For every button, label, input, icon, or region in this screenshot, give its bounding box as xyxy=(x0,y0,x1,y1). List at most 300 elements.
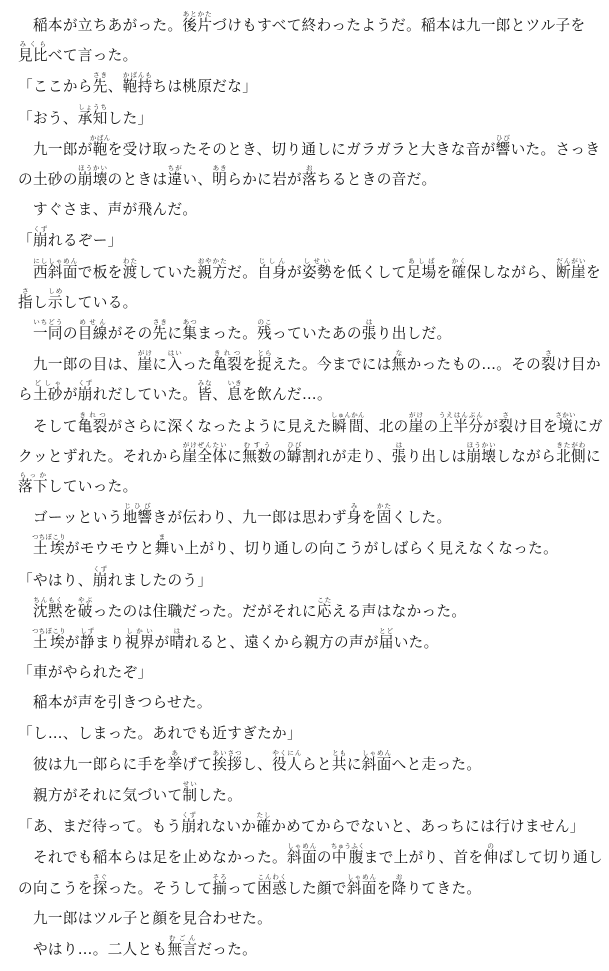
text-run: に xyxy=(585,447,601,465)
text-run: の xyxy=(272,447,288,465)
ruby-reading: さき xyxy=(152,318,168,327)
text-run xyxy=(18,264,33,281)
ruby-reading: つちぼこり xyxy=(31,533,66,542)
ruby-base: 視界 xyxy=(124,634,155,652)
ruby-base: 残 xyxy=(257,325,273,343)
text-run: えた。今までには xyxy=(272,356,392,374)
text-run: ゴーッという xyxy=(18,509,123,527)
ruby-word xyxy=(32,595,63,620)
text-run xyxy=(18,540,33,557)
ruby-base: 崩 xyxy=(92,571,108,589)
paragraph xyxy=(18,780,603,811)
ruby-word xyxy=(257,256,288,281)
ruby-word xyxy=(154,533,170,558)
ruby-reading: くず xyxy=(92,564,108,573)
text-run: が xyxy=(64,634,80,652)
ruby-base: 中腹 xyxy=(330,849,365,867)
text-run: って xyxy=(227,879,258,897)
ruby-word xyxy=(287,842,317,867)
ruby-word xyxy=(212,748,243,773)
ruby-reading: つちぼこり xyxy=(31,627,66,636)
paragraph xyxy=(18,349,603,410)
ruby-word xyxy=(346,872,377,897)
ruby-base: 境 xyxy=(555,417,576,435)
ruby-reading: とら xyxy=(257,349,273,358)
ruby-base: 役人 xyxy=(272,755,302,773)
ruby-base: 入 xyxy=(167,356,183,374)
ruby-base: 張 xyxy=(391,447,407,465)
ruby-reading: さ xyxy=(18,286,33,295)
text-run: がその xyxy=(107,325,153,343)
text-run: った xyxy=(182,356,213,374)
ruby-base: 斜面 xyxy=(346,879,377,897)
ruby-word xyxy=(212,349,243,374)
ruby-reading: ひび xyxy=(287,440,302,449)
ruby-word xyxy=(391,872,407,897)
ruby-base: 崩壊 xyxy=(466,447,497,465)
ruby-reading: お xyxy=(391,872,407,881)
ruby-base: 響 xyxy=(495,140,511,158)
ruby-reading: な xyxy=(391,349,407,358)
ruby-base: 崖 xyxy=(182,447,198,465)
text-run: に xyxy=(152,356,168,374)
text-run: を xyxy=(361,509,377,527)
ruby-word xyxy=(361,318,377,343)
paragraph xyxy=(18,225,603,256)
ruby-word xyxy=(32,256,78,281)
ruby-reading: さ xyxy=(541,349,557,358)
ruby-base: 舞 xyxy=(154,540,170,558)
ruby-word xyxy=(541,349,557,374)
text-run: に xyxy=(167,325,183,343)
text-run: かめてからでないと、あっちには行けません」 xyxy=(271,818,585,836)
ruby-base: 共 xyxy=(331,755,347,773)
ruby-reading: さ xyxy=(498,410,514,419)
ruby-reading: とも xyxy=(331,748,347,757)
ruby-reading: ほうかい xyxy=(77,164,108,173)
ruby-reading: くず xyxy=(32,225,48,234)
ruby-reading: しゃめん xyxy=(361,748,392,757)
ruby-reading: は xyxy=(391,440,407,449)
text-run: った。そうして xyxy=(107,879,213,897)
paragraph xyxy=(18,71,603,102)
ruby-word xyxy=(556,256,586,281)
paragraph xyxy=(18,533,603,564)
text-run: り出しは xyxy=(406,447,467,465)
ruby-word xyxy=(169,627,185,652)
ruby-word xyxy=(122,256,138,281)
ruby-word xyxy=(167,349,183,374)
text-run: ったのは住職だった。だがそれに xyxy=(92,602,317,620)
text-run: だ。 xyxy=(227,263,258,281)
text-run: 九一郎が xyxy=(18,140,93,158)
ruby-base: 崖 xyxy=(408,417,424,435)
ruby-word xyxy=(32,225,48,250)
text-run: 「ここから xyxy=(18,78,93,96)
paragraph xyxy=(18,749,603,780)
text-run: 保しながら、 xyxy=(466,263,557,281)
ruby-word xyxy=(498,410,514,435)
ruby-reading: しず xyxy=(79,627,95,636)
ruby-base: 崩 xyxy=(77,386,93,404)
ruby-base: 制 xyxy=(182,787,198,805)
ruby-reading: どしゃ xyxy=(32,379,63,388)
text-run: 、 xyxy=(107,78,123,96)
ruby-reading: がけ xyxy=(137,349,153,358)
ruby-word xyxy=(32,379,63,404)
ruby-reading: やぶ xyxy=(77,595,93,604)
ruby-reading: わた xyxy=(122,256,138,265)
ruby-word xyxy=(122,502,153,527)
text-run: がモウモウと xyxy=(64,540,155,558)
ruby-reading: きたがわ xyxy=(556,440,586,449)
ruby-base: 確 xyxy=(256,818,272,836)
ruby-reading: しゃめん xyxy=(287,842,317,851)
ruby-base: 裂 xyxy=(498,417,514,435)
ruby-base: 自身 xyxy=(257,263,288,281)
ruby-reading: ひび xyxy=(495,133,511,142)
text-run: れるぞー」 xyxy=(47,232,123,250)
ruby-base: 集 xyxy=(182,325,198,343)
ruby-reading: らっか xyxy=(18,471,48,480)
text-run: い上がり、切り通しの向こうがしばらく見えなくなった。 xyxy=(169,540,559,558)
ruby-base: 崩壊 xyxy=(77,171,108,189)
ruby-reading: あとかた xyxy=(182,10,213,18)
ruby-base: 崩 xyxy=(32,232,48,250)
text-run: し xyxy=(32,293,48,311)
text-run: れると、遠くから親方の声が xyxy=(184,634,379,652)
ruby-word xyxy=(167,748,183,773)
ruby-word xyxy=(346,502,362,527)
ruby-word xyxy=(77,102,108,127)
text-run: した。 xyxy=(197,787,243,805)
text-run: まり xyxy=(94,634,125,652)
ruby-word xyxy=(302,256,332,281)
ruby-reading: めせん xyxy=(77,318,108,327)
ruby-reading: さぐ xyxy=(92,872,108,881)
ruby-word xyxy=(167,164,183,189)
ruby-reading: かばん xyxy=(90,133,111,142)
text-run: らかに岩が xyxy=(227,171,302,189)
ruby-reading: しゅんかん xyxy=(330,410,365,419)
ruby-reading: とど xyxy=(378,627,394,636)
ruby-base: 違 xyxy=(167,171,183,189)
text-run: 割れが走り、 xyxy=(301,447,392,465)
paragraph xyxy=(18,596,603,627)
ruby-reading: かばんも xyxy=(122,71,153,80)
ruby-base: 斜面 xyxy=(361,755,392,773)
ruby-base: 挙 xyxy=(167,755,183,773)
text-run: やはり…。二人とも xyxy=(18,941,168,959)
ruby-base: 足場 xyxy=(406,263,437,281)
paragraph xyxy=(18,565,603,596)
ruby-base: 静 xyxy=(79,634,95,652)
ruby-word xyxy=(92,564,108,589)
text-run: える声はなかった。 xyxy=(331,602,467,620)
ruby-base: 上半分 xyxy=(438,417,484,435)
ruby-reading: しかい xyxy=(124,627,155,636)
text-run: に xyxy=(227,447,243,465)
text-run: 「やはり、 xyxy=(18,571,93,589)
ruby-word xyxy=(495,133,511,158)
text-run: に xyxy=(346,755,362,773)
ruby-base: 鞄 xyxy=(90,140,111,158)
text-run: すぐさま、声が飛んだ。 xyxy=(18,201,198,219)
ruby-word xyxy=(242,440,273,465)
ruby-base: 探 xyxy=(92,879,108,897)
ruby-word xyxy=(92,71,108,96)
ruby-word xyxy=(182,10,213,34)
ruby-word xyxy=(197,256,228,281)
text-run: れましたのう」 xyxy=(107,571,213,589)
ruby-base: 後片 xyxy=(182,17,213,34)
ruby-word xyxy=(79,627,95,652)
text-run xyxy=(18,325,33,342)
ruby-base: 届 xyxy=(378,634,394,652)
ruby-base: 応 xyxy=(316,602,332,620)
ruby-reading: あき xyxy=(212,164,228,173)
ruby-word xyxy=(257,318,273,343)
text-run: 九一郎はツル子と顔を見合わせた。 xyxy=(18,909,273,927)
text-run: を xyxy=(242,356,258,374)
ruby-reading: うえはんぶん xyxy=(438,410,484,419)
ruby-word xyxy=(391,440,407,465)
ruby-base: 捉 xyxy=(257,356,273,374)
ruby-reading: せい xyxy=(182,780,198,789)
ruby-word xyxy=(167,934,198,959)
ruby-reading: ま xyxy=(154,533,170,542)
ruby-base: 見比 xyxy=(18,47,48,65)
ruby-word xyxy=(316,595,332,620)
ruby-reading: しゃめん xyxy=(346,872,377,881)
ruby-word xyxy=(212,164,228,189)
ruby-reading: は xyxy=(361,318,377,327)
ruby-base: 先 xyxy=(92,78,108,96)
ruby-base: 無言 xyxy=(167,941,198,959)
text-run: ちるときの音だ。 xyxy=(316,171,437,189)
ruby-word xyxy=(212,872,228,897)
ruby-base: 固 xyxy=(376,509,392,527)
ruby-reading: の xyxy=(483,842,499,851)
text-run: っていたあの xyxy=(272,325,362,343)
ruby-word xyxy=(257,872,288,897)
ruby-word xyxy=(555,410,576,435)
ruby-word xyxy=(451,256,467,281)
text-run: 「し…、しまった。あれでも近すぎたか」 xyxy=(18,724,302,742)
ruby-reading: たし xyxy=(256,811,272,820)
ruby-base: 崩 xyxy=(181,818,197,836)
text-run: それでも稲本らは足を止めなかった。 xyxy=(18,849,287,867)
text-run: が xyxy=(287,263,302,281)
ruby-base: 北側 xyxy=(556,447,586,465)
text-run: が xyxy=(154,634,170,652)
ruby-word xyxy=(92,872,108,897)
paragraph xyxy=(18,134,603,195)
text-run: れないか xyxy=(196,818,257,836)
ruby-word xyxy=(376,502,392,527)
ruby-word xyxy=(124,627,155,652)
ruby-base: 一同 xyxy=(32,325,63,343)
ruby-base: 亀裂 xyxy=(77,417,108,435)
ruby-reading: くず xyxy=(77,379,93,388)
paragraph xyxy=(18,934,603,965)
text-run: きが伝わり、九一郎は思わず xyxy=(152,509,347,527)
text-run: づけもすべて終わったようだ。稲本は九一郎とツル子を xyxy=(212,17,586,34)
ruby-word xyxy=(197,379,213,404)
ruby-reading: そろ xyxy=(212,872,228,881)
ruby-reading: じしん xyxy=(257,256,288,265)
ruby-word xyxy=(256,811,272,836)
text-run: りてきた。 xyxy=(406,879,482,897)
ruby-word xyxy=(182,318,198,343)
text-run: れだしていた。 xyxy=(92,386,198,404)
ruby-base: 地響 xyxy=(122,509,153,527)
paragraph xyxy=(18,688,603,718)
text-run: した顔で xyxy=(287,879,347,897)
ruby-reading: み xyxy=(346,502,362,511)
text-run: を xyxy=(62,602,78,620)
ruby-base: 示 xyxy=(47,293,63,311)
ruby-base: 西斜面 xyxy=(32,263,78,281)
ruby-word xyxy=(227,379,243,404)
paragraph xyxy=(18,318,603,349)
ruby-reading: むすう xyxy=(242,440,273,449)
ruby-base: 無数 xyxy=(242,447,273,465)
ruby-base: 晴 xyxy=(169,634,185,652)
ruby-base: 全体 xyxy=(197,447,228,465)
ruby-word xyxy=(301,164,317,189)
ruby-base: 鞄持 xyxy=(122,78,153,96)
ruby-word xyxy=(466,440,497,465)
ruby-word xyxy=(438,410,484,435)
text-run: 「車がやられたぞ」 xyxy=(18,664,153,682)
ruby-word xyxy=(287,440,302,465)
paragraph xyxy=(18,257,603,318)
ruby-base: 身 xyxy=(346,509,362,527)
ruby-base: 裂 xyxy=(541,356,557,374)
paragraph xyxy=(18,627,603,658)
text-run: 「 xyxy=(18,232,33,250)
text-run: いた。さっきの土砂の xyxy=(18,140,601,189)
ruby-reading: はい xyxy=(167,349,183,358)
text-run: 「あ、まだ待って。もう xyxy=(18,818,182,836)
ruby-reading: かた xyxy=(376,502,392,511)
ruby-reading: がけ xyxy=(182,440,198,449)
ruby-reading: かく xyxy=(451,256,467,265)
ruby-base: 親方 xyxy=(197,263,228,281)
ruby-reading: ぜんたい xyxy=(197,440,228,449)
ruby-word xyxy=(18,471,48,496)
ruby-reading: だんがい xyxy=(556,256,586,265)
ruby-word xyxy=(330,410,365,435)
ruby-reading: きれつ xyxy=(212,349,243,358)
paragraph xyxy=(18,10,603,71)
text-run: している。 xyxy=(62,293,138,311)
ruby-word xyxy=(31,627,66,652)
ruby-reading: しょうち xyxy=(77,102,108,111)
ruby-base: 降 xyxy=(391,879,407,897)
ruby-reading: みくら xyxy=(18,40,48,49)
ruby-base: 承知 xyxy=(77,109,108,127)
text-run: し、 xyxy=(242,755,273,773)
ruby-word xyxy=(361,748,392,773)
ruby-base: 目線 xyxy=(77,325,108,343)
ruby-reading: ちが xyxy=(167,164,183,173)
paragraph xyxy=(18,904,603,934)
ruby-word xyxy=(378,627,394,652)
ruby-reading: のこ xyxy=(257,318,273,327)
text-run: の xyxy=(62,325,78,343)
ruby-base: 確 xyxy=(451,263,467,281)
ruby-base: 崖 xyxy=(137,356,153,374)
text-run: り出しだ。 xyxy=(376,325,452,343)
text-run: 彼は九一郎らに手を xyxy=(18,755,168,773)
text-run: 、北の xyxy=(363,417,409,435)
ruby-reading: ちんもく xyxy=(32,595,63,604)
ruby-reading: こた xyxy=(316,595,332,604)
ruby-word xyxy=(137,349,153,374)
ruby-reading: ちゅうふく xyxy=(330,842,365,851)
ruby-base: 挨拶 xyxy=(212,755,243,773)
ruby-reading: さかい xyxy=(555,410,576,419)
ruby-reading: しせい xyxy=(302,256,332,265)
paragraph xyxy=(18,195,603,225)
text-run: を受け取ったそのとき、切り通しにガラガラと大きな音が xyxy=(107,140,496,158)
ruby-base: 指 xyxy=(18,293,33,311)
text-run: のときは xyxy=(107,171,168,189)
ruby-word xyxy=(272,748,302,773)
paragraph xyxy=(18,811,603,842)
text-run: け目から xyxy=(18,356,601,404)
text-run: 親方がそれに気づいて xyxy=(18,787,183,805)
ruby-word xyxy=(408,410,424,435)
text-run: の xyxy=(423,417,439,435)
ruby-reading: やくにん xyxy=(272,748,302,757)
ruby-reading: お xyxy=(301,164,317,173)
ruby-base: 落下 xyxy=(18,478,48,496)
ruby-base: 息 xyxy=(227,386,243,404)
ruby-base: 困惑 xyxy=(257,879,288,897)
ruby-reading: あつ xyxy=(182,318,198,327)
text-run xyxy=(18,634,33,651)
text-run: い、 xyxy=(182,171,213,189)
ruby-reading: おやかた xyxy=(197,256,228,265)
ruby-reading: いき xyxy=(227,379,243,388)
text-run: で板を xyxy=(77,263,123,281)
paragraph xyxy=(18,411,603,503)
ruby-base: 皆 xyxy=(197,386,213,404)
text-run: そして xyxy=(18,417,78,435)
text-run: 、 xyxy=(212,386,228,404)
ruby-word xyxy=(406,256,437,281)
ruby-base: 土埃 xyxy=(31,634,66,652)
ruby-word xyxy=(77,410,108,435)
ruby-word xyxy=(181,811,197,836)
ruby-reading: しめ xyxy=(47,286,63,295)
ruby-base: 無 xyxy=(391,356,407,374)
text-run: を xyxy=(436,263,452,281)
ruby-word xyxy=(77,379,93,404)
text-run: まった。 xyxy=(197,325,258,343)
text-run: げて xyxy=(182,755,213,773)
ruby-reading: くず xyxy=(181,811,197,820)
ruby-base: 伸 xyxy=(483,849,499,867)
text-run: かったもの…。その xyxy=(406,356,542,374)
text-run: の xyxy=(316,849,332,867)
ruby-word xyxy=(77,164,108,189)
text-run: を飲んだ…。 xyxy=(242,386,332,404)
ruby-word xyxy=(32,318,63,343)
